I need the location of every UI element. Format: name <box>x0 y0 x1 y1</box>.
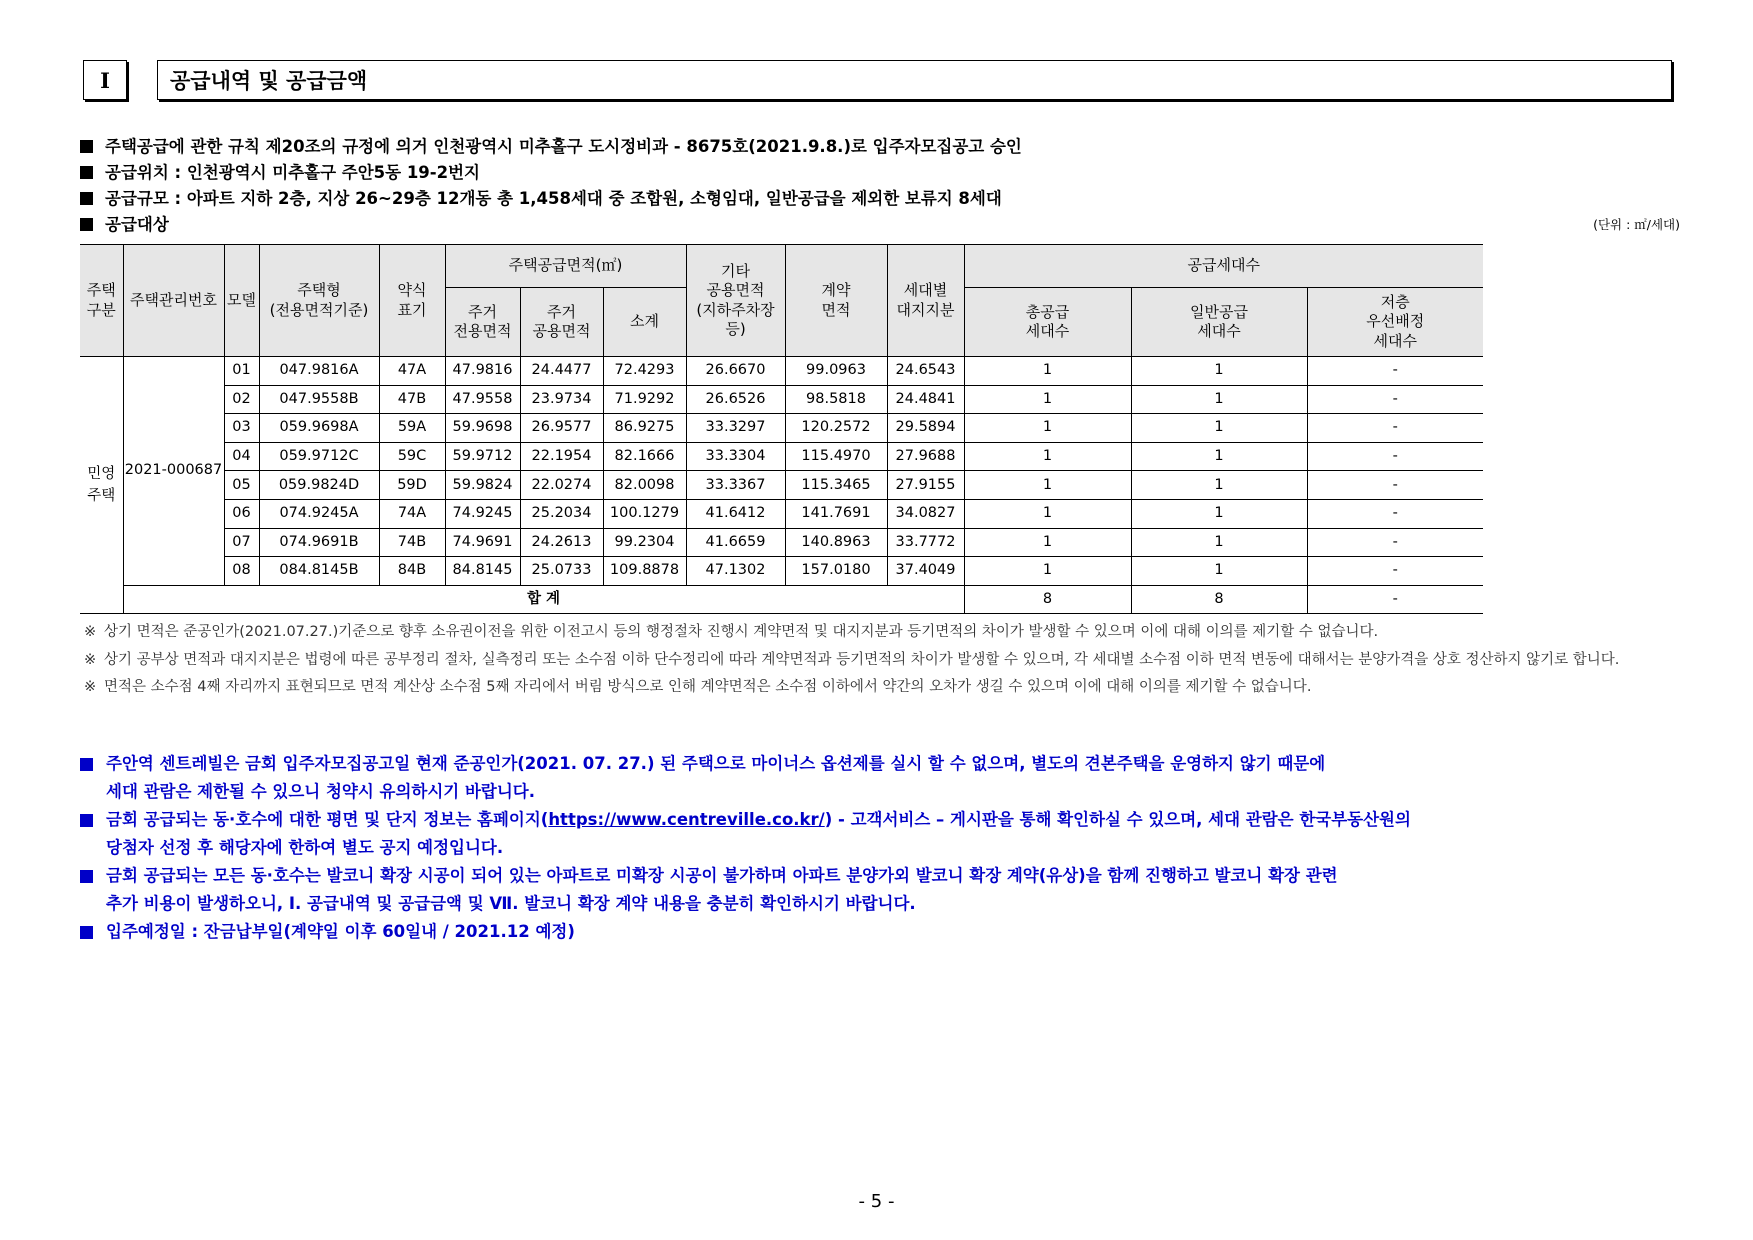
cell-abbr: 74B <box>379 528 445 557</box>
cell-other-common: 41.6412 <box>686 499 785 528</box>
cell-low-floor: - <box>1307 528 1483 557</box>
cell-other-common: 33.3367 <box>686 471 785 500</box>
cell-low-floor: - <box>1307 471 1483 500</box>
cell-land-share: 34.0827 <box>887 499 964 528</box>
total-row <box>80 585 1662 614</box>
cell-model: 06 <box>224 499 259 528</box>
cell-subtotal: 86.9275 <box>603 414 686 443</box>
cell-abbr: 84B <box>379 557 445 586</box>
table-row <box>80 471 1662 500</box>
cell-total-units: 1 <box>964 414 1131 443</box>
notice-item: 금회 공급되는 모든 동·호수는 발코니 확장 시공이 되어 있는 아파트로 미확장 시공이 불가하며 아파트 분양가외 발코니 확장 계약(유상)을 함께 진행하고 발코니 확장 관련 추가 비용이 발생하오니, Ⅰ. 공급내역 및 공급금액 및 Ⅶ. 발코니 확장 계약 내용을 충분히 확인하시기 바랍니다. <box>80 862 1690 918</box>
cell-general-units: 1 <box>1131 557 1307 586</box>
cell-abbr: 59A <box>379 414 445 443</box>
cell-general-units: 1 <box>1131 442 1307 471</box>
cell-model: 08 <box>224 557 259 586</box>
cell-general-units: 1 <box>1131 357 1307 386</box>
cell-subtotal: 71.9292 <box>603 385 686 414</box>
total-label: 합 계 <box>123 585 964 614</box>
square-bullet-icon <box>80 218 93 231</box>
cell-general-units: 1 <box>1131 414 1307 443</box>
total-total-units: 8 <box>964 585 1131 614</box>
cell-land-share: 24.6543 <box>887 357 964 386</box>
cell-contract-area: 99.0963 <box>785 357 887 386</box>
cell-model: 05 <box>224 471 259 500</box>
header-type: 주택 구분 <box>80 245 123 357</box>
header-model: 모델 <box>224 245 259 357</box>
cell-land-share: 27.9155 <box>887 471 964 500</box>
cell-model: 07 <box>224 528 259 557</box>
cell-other-common: 47.1302 <box>686 557 785 586</box>
cell-other-common: 26.6670 <box>686 357 785 386</box>
cell-contract-area: 157.0180 <box>785 557 887 586</box>
cell-contract-area: 141.7691 <box>785 499 887 528</box>
cell-common-area: 25.2034 <box>520 499 603 528</box>
cell-subtotal: 82.0098 <box>603 471 686 500</box>
cell-total-units: 1 <box>964 528 1131 557</box>
note-item: ※ 상기 면적은 준공인가(2021.07.27.)기준으로 향후 소유권이전을 위한 이전고시 등의 행정절차 진행시 계약면적 및 대지지분과 등기면적의 차이가 발생할 수 있으며 이에 대해 이의를 제기할 수 없습니다. <box>84 624 1379 640</box>
cell-land-share: 29.5894 <box>887 414 964 443</box>
square-bullet-icon <box>80 192 93 205</box>
cell-land-share: 37.4049 <box>887 557 964 586</box>
section-number: Ⅰ <box>83 60 127 100</box>
table-row <box>80 557 1662 586</box>
page-number: - 5 - <box>858 1191 895 1212</box>
cell-total-units: 1 <box>964 471 1131 500</box>
cell-general-units: 1 <box>1131 385 1307 414</box>
cell-housing-type: 047.9816A <box>259 357 379 386</box>
cell-general-units: 1 <box>1131 528 1307 557</box>
cell-housing-type: 059.9698A <box>259 414 379 443</box>
cell-subtotal: 109.8878 <box>603 557 686 586</box>
note-item: ※ 상기 공부상 면적과 대지지분은 법령에 따른 공부정리 절차, 실측정리 또는 소수점 이하 단수정리에 따라 계약면적과 등기면적의 차이가 발생할 수 있으며, 각 세대별 소수점 이하 면적 변동에 대해서는 분양가격을 상호 정산하지 않기로 합니다. <box>84 652 1620 668</box>
header-other-common: 기타 공용면적 (지하주차장등) <box>686 245 785 357</box>
notes <box>80 618 1680 701</box>
table-row <box>80 414 1662 443</box>
cell-contract-area: 115.4970 <box>785 442 887 471</box>
cell-common-area: 22.0274 <box>520 471 603 500</box>
cell-private-area: 59.9698 <box>445 414 520 443</box>
bullet-approval: 주택공급에 관한 규칙 제20조의 규정에 의거 인천광역시 미추홀구 도시정비과 - 8675호(2021.9.8.)로 입주자모집공고 승인 <box>80 134 1680 160</box>
cell-category: 민영 주택 <box>80 357 123 614</box>
cell-private-area: 74.9691 <box>445 528 520 557</box>
cell-private-area: 84.8145 <box>445 557 520 586</box>
cell-housing-type: 084.8145B <box>259 557 379 586</box>
header-general-units: 일반공급 세대수 <box>1131 288 1307 357</box>
header-total-units: 총공급 세대수 <box>964 288 1131 357</box>
cell-common-area: 22.1954 <box>520 442 603 471</box>
cell-private-area: 47.9816 <box>445 357 520 386</box>
cell-contract-area: 120.2572 <box>785 414 887 443</box>
cell-general-units: 1 <box>1131 499 1307 528</box>
cell-model: 04 <box>224 442 259 471</box>
cell-abbr: 74A <box>379 499 445 528</box>
cell-low-floor: - <box>1307 414 1483 443</box>
square-bullet-icon <box>80 870 93 883</box>
cell-low-floor: - <box>1307 385 1483 414</box>
cell-low-floor: - <box>1307 357 1483 386</box>
square-bullet-icon <box>80 814 93 827</box>
cell-common-area: 26.9577 <box>520 414 603 443</box>
cell-housing-type: 047.9558B <box>259 385 379 414</box>
cell-low-floor: - <box>1307 442 1483 471</box>
table-row <box>80 357 1662 386</box>
cell-subtotal: 99.2304 <box>603 528 686 557</box>
square-bullet-icon <box>80 140 93 153</box>
cell-subtotal: 72.4293 <box>603 357 686 386</box>
table-row <box>80 385 1662 414</box>
table-row <box>80 499 1662 528</box>
notice-block <box>80 750 1690 946</box>
cell-model: 02 <box>224 385 259 414</box>
header-contract-area: 계약 면적 <box>785 245 887 357</box>
square-bullet-icon <box>80 926 93 939</box>
cell-common-area: 24.4477 <box>520 357 603 386</box>
cell-private-area: 74.9245 <box>445 499 520 528</box>
note-item: ※ 면적은 소수점 4째 자리까지 표현되므로 면적 계산상 소수점 5째 자리에서 버림 방식으로 인해 계약면적은 소수점 이하에서 약간의 오차가 생길 수 있으며 이에 대해 이의를 제기할 수 없습니다. <box>84 679 1312 695</box>
header-subtotal: 소계 <box>603 288 686 357</box>
table-row <box>80 528 1662 557</box>
cell-land-share: 24.4841 <box>887 385 964 414</box>
cell-general-units: 1 <box>1131 471 1307 500</box>
cell-subtotal: 82.1666 <box>603 442 686 471</box>
cell-other-common: 33.3297 <box>686 414 785 443</box>
cell-model: 03 <box>224 414 259 443</box>
cell-abbr: 59C <box>379 442 445 471</box>
cell-common-area: 23.9734 <box>520 385 603 414</box>
header-supply-units: 공급세대수 <box>964 245 1483 288</box>
cell-total-units: 1 <box>964 442 1131 471</box>
cell-contract-area: 140.8963 <box>785 528 887 557</box>
section-title: 공급내역 및 공급금액 <box>157 60 1672 100</box>
cell-model: 01 <box>224 357 259 386</box>
header-housing-type: 주택형 (전용면적기준) <box>259 245 379 357</box>
square-bullet-icon <box>80 166 93 179</box>
cell-private-area: 47.9558 <box>445 385 520 414</box>
cell-other-common: 33.3304 <box>686 442 785 471</box>
header-mgmt-no: 주택관리번호 <box>123 245 224 357</box>
square-bullet-icon <box>80 758 93 771</box>
cell-abbr: 59D <box>379 471 445 500</box>
cell-abbr: 47A <box>379 357 445 386</box>
cell-private-area: 59.9824 <box>445 471 520 500</box>
header-land-share: 세대별 대지지분 <box>887 245 964 357</box>
cell-contract-area: 115.3465 <box>785 471 887 500</box>
cell-low-floor: - <box>1307 557 1483 586</box>
notice-item: 주안역 센트레빌은 금회 입주자모집공고일 현재 준공인가(2021. 07. 27.) 된 주택으로 마이너스 옵션제를 실시 할 수 없으며, 별도의 견본주택을 운영하지 않기 때문에 세대 관람은 제한될 수 있으니 청약시 유의하시기 바랍니다. <box>80 750 1690 806</box>
cell-total-units: 1 <box>964 385 1131 414</box>
cell-housing-type: 059.9824D <box>259 471 379 500</box>
cell-land-share: 33.7772 <box>887 528 964 557</box>
bullet-scale: 공급규모 : 아파트 지하 2층, 지상 26~29층 12개동 총 1,458세대 중 조합원, 소형임대, 일반공급을 제외한 보류지 8세대 <box>80 186 1680 212</box>
cell-low-floor: - <box>1307 499 1483 528</box>
total-general-units: 8 <box>1131 585 1307 614</box>
bullet-target: 공급대상 (단위 : ㎡/세대) <box>80 212 1680 238</box>
cell-land-share: 27.9688 <box>887 442 964 471</box>
homepage-link[interactable]: https://www.centreville.co.kr/ <box>548 810 825 829</box>
cell-other-common: 41.6659 <box>686 528 785 557</box>
cell-contract-area: 98.5818 <box>785 385 887 414</box>
header-common-area: 주거 공용면적 <box>520 288 603 357</box>
info-bullets <box>80 134 1680 238</box>
cell-total-units: 1 <box>964 357 1131 386</box>
supply-table <box>80 244 1662 614</box>
cell-private-area: 59.9712 <box>445 442 520 471</box>
header-low-floor: 저층 우선배정 세대수 <box>1307 288 1483 357</box>
unit-label: (단위 : ㎡/세대) <box>1593 217 1680 232</box>
cell-subtotal: 100.1279 <box>603 499 686 528</box>
cell-other-common: 26.6526 <box>686 385 785 414</box>
cell-housing-type: 074.9245A <box>259 499 379 528</box>
cell-total-units: 1 <box>964 499 1131 528</box>
bullet-location: 공급위치 : 인천광역시 미추홀구 주안5동 19-2번지 <box>80 160 1680 186</box>
cell-abbr: 47B <box>379 385 445 414</box>
cell-common-area: 24.2613 <box>520 528 603 557</box>
notice-item: 금회 공급되는 동·호수에 대한 평면 및 단지 정보는 홈페이지(https://www.centreville.co.kr/) - 고객서비스 – 게시판을 통해 확인하실 수 있으며, 세대 관람은 한국부동산원의 당첨자 선정 후 해당자에 한하여 별도 공지 예정입니다. <box>80 806 1690 862</box>
notice-item: 입주예정일 : 잔금납부일(계약일 이후 60일내 / 2021.12 예정) <box>80 918 1690 946</box>
cell-common-area: 25.0733 <box>520 557 603 586</box>
cell-total-units: 1 <box>964 557 1131 586</box>
header-abbr: 약식 표기 <box>379 245 445 357</box>
header-supply-area: 주택공급면적(㎡) <box>445 245 686 288</box>
header-private-area: 주거 전용면적 <box>445 288 520 357</box>
table-row <box>80 442 1662 471</box>
cell-housing-type: 074.9691B <box>259 528 379 557</box>
cell-mgmt-number: 2021-000687 <box>123 357 224 586</box>
total-low-floor: - <box>1307 585 1483 614</box>
cell-housing-type: 059.9712C <box>259 442 379 471</box>
